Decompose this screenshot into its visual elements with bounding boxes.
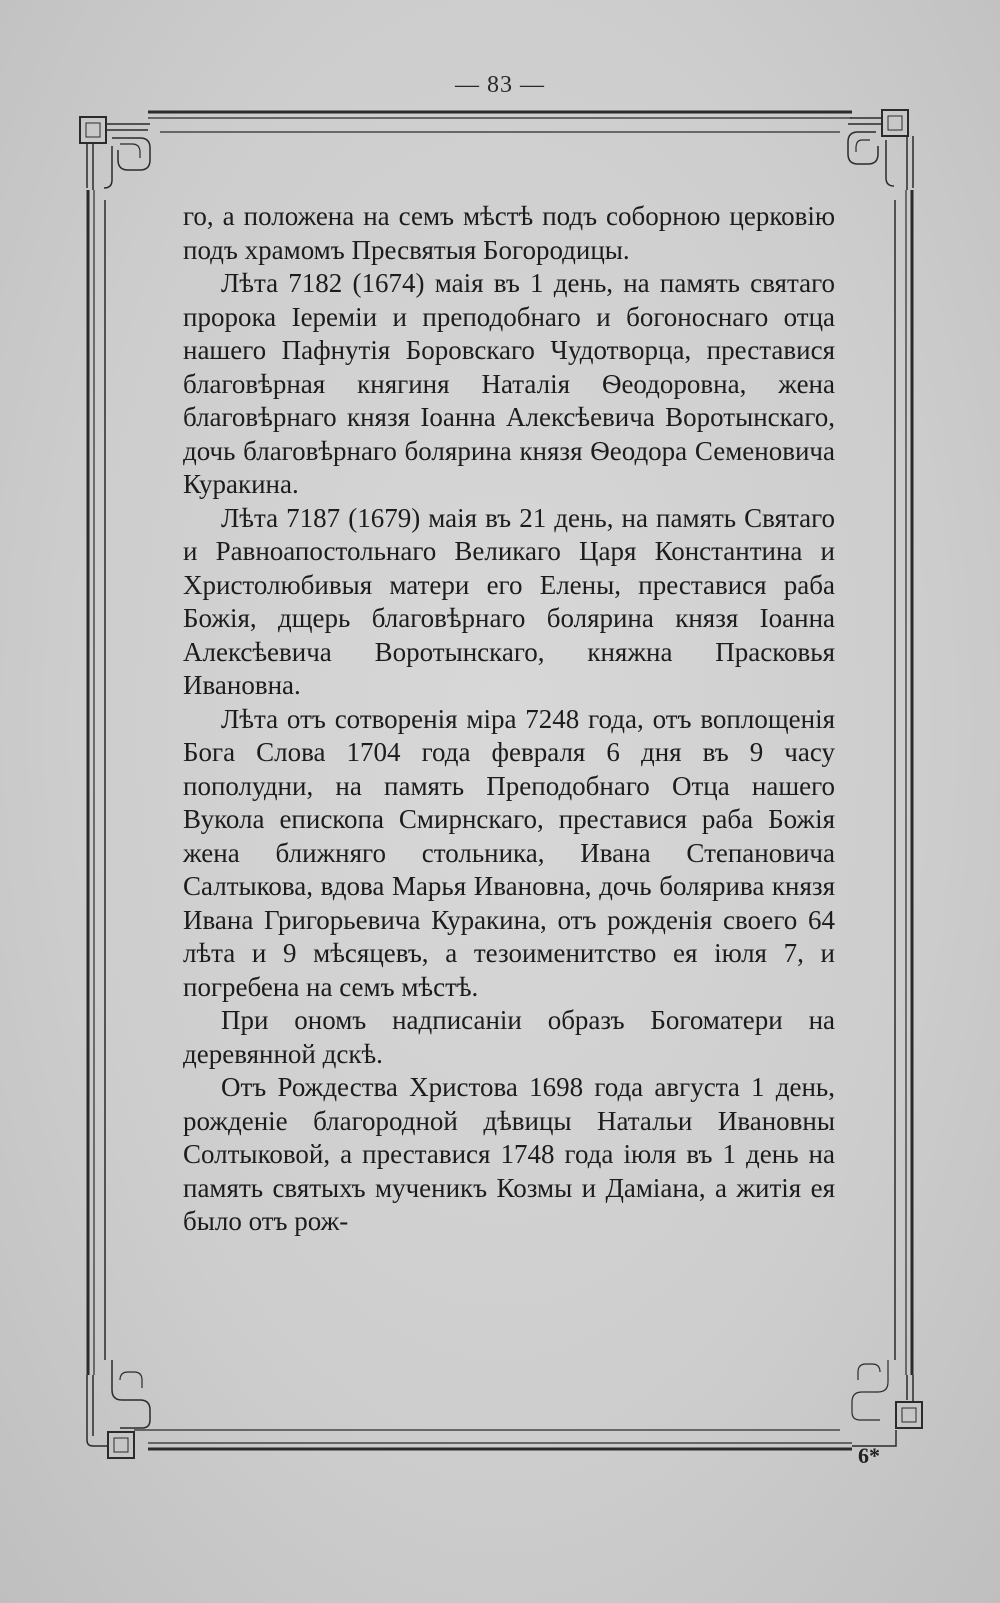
paragraph-3: Лѣта 7187 (1679) маія въ 21 день, на память Святаго и Равноапостольнаго Великаго Царя Константина и Христолюбивыя матери его Елены, преставися раба Божія, дщерь благовѣрнаго болярина князя Іоанна Алексѣевича Воротынскаго, княжна Прасковья Ивановна. [183, 502, 835, 700]
paragraph-4: Лѣта отъ сотворенія міра 7248 года, отъ воплощенія Бога Слова 1704 года февраля 6 дня въ 9 часу пополудни, на память Преподобнаго Отца нашего Вукола епископа Смирнскаго, преставися раба Божія жена ближняго стольника, Ивана Степановича Салтыкова, вдова Марья Ивановна, дочь болярива князя Ивана Григорьевича Куракина, отъ рожденія своего 64 лѣта и 9 мѣсяцевъ, а тезоименитство ея іюля 7, и погребена на семъ мѣстѣ. [183, 703, 835, 1002]
page-number: — 83 — [455, 72, 545, 98]
paragraph-2: Лѣта 7182 (1674) маія въ 1 день, на память святаго пророка Іереміи и преподобнаго и богоноснаго отца нашего Пафнутія Боровскаго Чудотворца, преставися благовѣрная княгиня Наталія Ѳеодоровна, жена благовѣрнаго князя Іоанна Алексѣевича Воротынскаго, дочь благовѣрнаго болярина князя Ѳеодора Семеновича Куракина. [183, 268, 835, 499]
signature-mark: 6* [858, 1443, 880, 1468]
paragraph-1: го, а положена на семъ мѣстѣ подъ соборною церковію подъ храмомъ Пресвятыя Богородицы. [183, 201, 835, 265]
paragraph-5: При ономъ надписаніи образъ Богоматери на деревянной дскѣ. [183, 1005, 835, 1069]
body-text [183, 200, 835, 1239]
paragraph-6: Отъ Рождества Христова 1698 года августа 1 день, рожденіе благородной дѣвицы Натальи Ивановны Солтыковой, а преставися 1748 года іюля въ 1 день на память святыхъ мученикъ Козмы и Даміана, а житія ея было отъ рож- [183, 1072, 835, 1236]
